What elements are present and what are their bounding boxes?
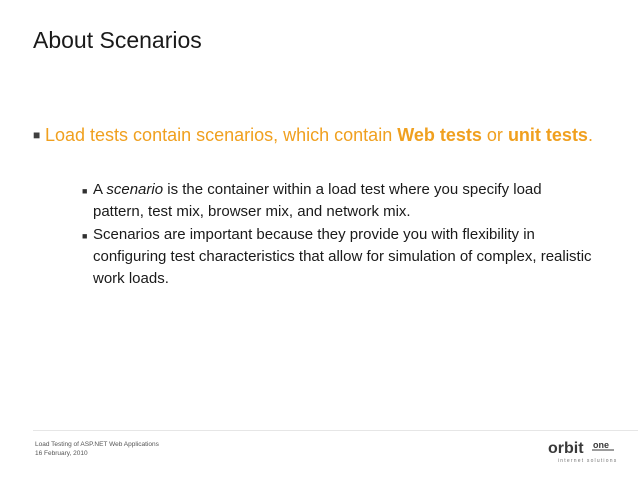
footer-divider bbox=[33, 430, 638, 431]
logo-word-2: one bbox=[593, 440, 610, 450]
sub-bullet-scenario-text bbox=[82, 179, 592, 223]
footer-presentation-title: Load Testing of ASP.NET Web Applications bbox=[35, 441, 159, 448]
sub1-text-part-1: A bbox=[93, 181, 107, 198]
sub1-text-part-2: is the container within a load test where you specify load pattern, test mix, browser mix, and network mix. bbox=[93, 181, 542, 220]
square-bullet-icon: ■ bbox=[82, 231, 88, 241]
footer bbox=[35, 440, 159, 458]
logo-tagline: internet solutions bbox=[558, 458, 618, 464]
square-bullet-icon: ■ bbox=[33, 128, 41, 142]
main-bullet bbox=[33, 123, 593, 148]
footer-date: 16 February, 2010 bbox=[35, 450, 88, 457]
main-text-part-1: Load tests contain scenarios, which contain bbox=[45, 125, 398, 145]
main-text-part-2: or bbox=[481, 125, 508, 145]
logo-word: orbit bbox=[548, 440, 584, 457]
sub-bullet-importance bbox=[82, 224, 592, 290]
main-bold-unit-tests: unit tests bbox=[507, 125, 588, 145]
slide-title: About Scenarios bbox=[33, 27, 202, 53]
orbit-one-logo bbox=[548, 437, 618, 467]
sub1-italic-scenario: scenario bbox=[106, 181, 164, 198]
sub-bullet-scenario bbox=[82, 179, 592, 223]
main-bold-web-tests: Web tests bbox=[397, 125, 482, 145]
sub-bullet-importance-text: Scenarios are important because they provide you with flexibility in configuring test characteristics that allow for simulation of complex, realistic work loads. bbox=[93, 226, 592, 287]
main-text-part-3: . bbox=[587, 125, 593, 145]
square-bullet-icon: ■ bbox=[82, 186, 88, 196]
main-bullet-text bbox=[33, 123, 593, 148]
